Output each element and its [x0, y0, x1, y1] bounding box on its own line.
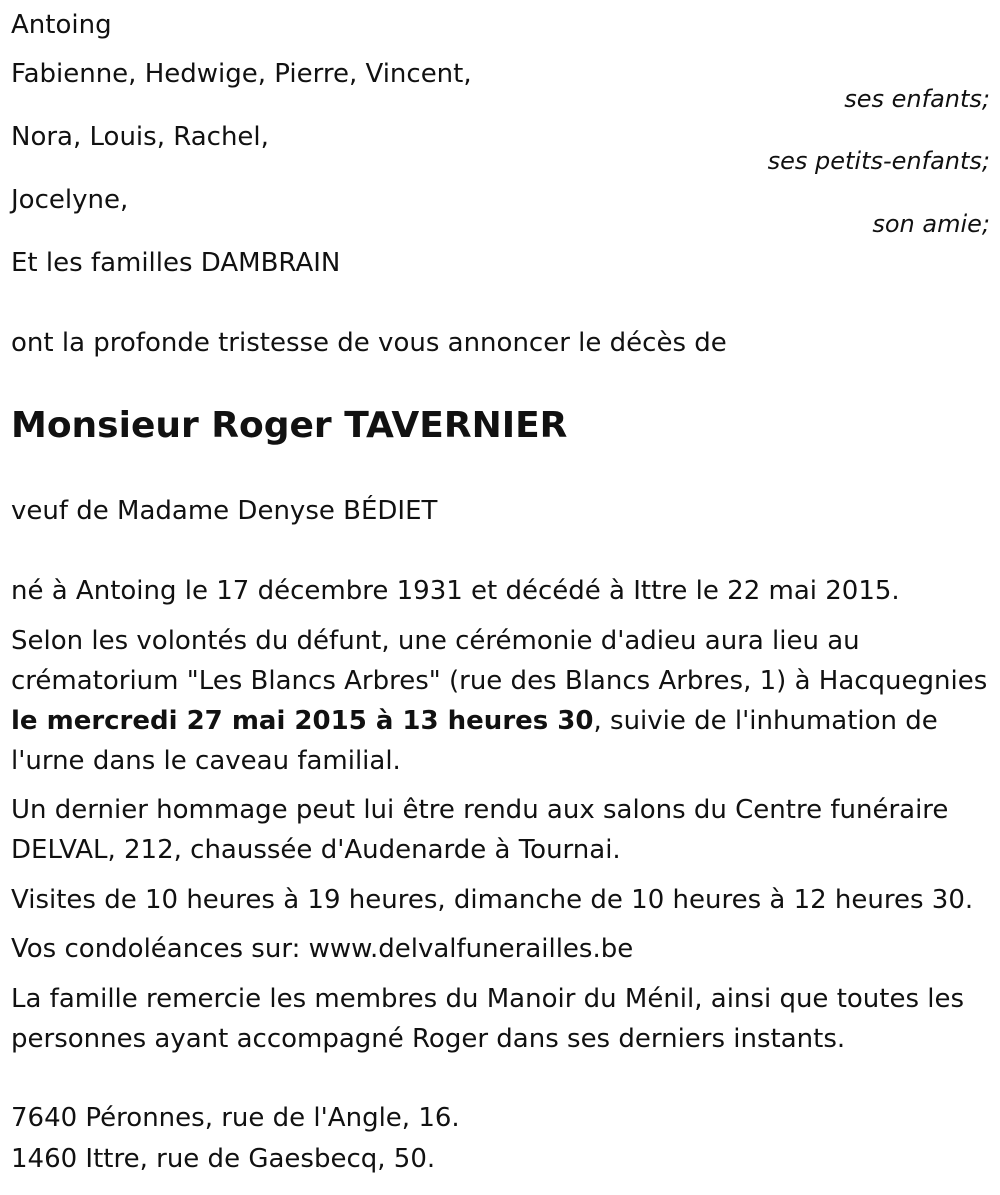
friend-name: Jocelyne,: [11, 185, 129, 215]
birth-death: né à Antoing le 17 décembre 1931 et décédé à Ittre le 22 mai 2015.: [11, 576, 900, 606]
family-place: Antoing: [11, 10, 112, 40]
announcement: ont la profonde tristesse de vous annoncer le décès de: [11, 328, 727, 358]
children-role: ses enfants;: [844, 85, 990, 113]
condolences-paragraph: Vos condoléances sur: www.delvalfunerailles.be: [11, 934, 634, 964]
ceremony-paragraph: [11, 621, 996, 781]
ceremony-text-after: , suivie de l'inhumation de l'urne dans le caveau familial.: [11, 706, 938, 776]
address-line: 7640 Péronnes, rue de l'Angle, 16.: [11, 1103, 460, 1133]
address-line: 1460 Ittre, rue de Gaesbecq, 50.: [11, 1144, 436, 1174]
ceremony-date: le mercredi 27 mai 2015 à 13 heures 30: [11, 706, 594, 736]
grandchildren-names: Nora, Louis, Rachel,: [11, 122, 269, 152]
children-names: Fabienne, Hedwige, Pierre, Vincent,: [11, 59, 472, 89]
homage-paragraph: Un dernier hommage peut lui être rendu aux salons du Centre funéraire DELVAL, 212, chaussée d'Audenarde à Tournai.: [11, 795, 949, 865]
thanks-paragraph: La famille remercie les membres du Manoir du Ménil, ainsi que toutes les personnes ayant accompagné Roger dans ses derniers instants.: [11, 984, 965, 1054]
widower-of: veuf de Madame Denyse BÉDIET: [11, 496, 438, 526]
friend-role: son amie;: [872, 210, 990, 238]
families-line: Et les familles DAMBRAIN: [11, 248, 341, 278]
ceremony-text-before: Selon les volontés du défunt, une cérémonie d'adieu aura lieu au crématorium "Les Blancs Arbres" (rue des Blancs Arbres, 1) à Hacquegnies: [11, 626, 988, 696]
deceased-name: Monsieur Roger TAVERNIER: [11, 405, 568, 446]
grandchildren-role: ses petits-enfants;: [767, 147, 990, 175]
visits-paragraph: Visites de 10 heures à 19 heures, dimanche de 10 heures à 12 heures 30.: [11, 885, 974, 915]
